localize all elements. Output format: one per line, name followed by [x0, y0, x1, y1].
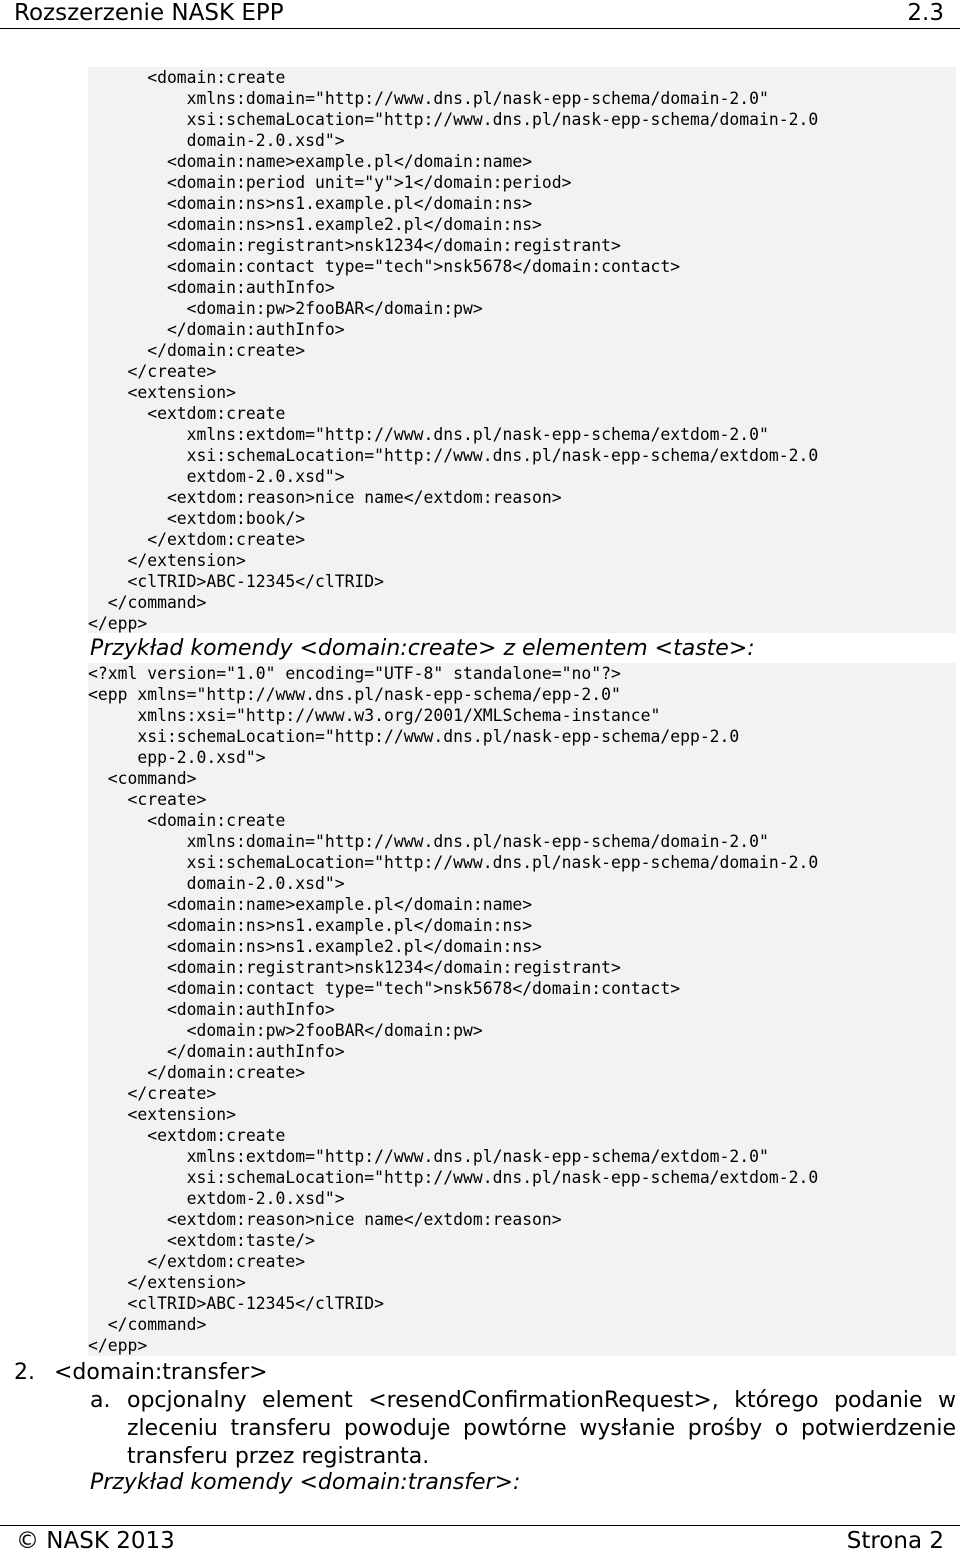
example-caption-taste: Przykład komendy <domain:create> z elementem <taste>: — [90, 636, 755, 661]
code-line: <domain:authInfo> — [88, 278, 335, 297]
code-line: xmlns:extdom="http://www.dns.pl/nask-epp-schema/extdom-2.0" — [88, 1147, 769, 1166]
page-number: Strona 2 — [846, 1528, 944, 1554]
code-line: <domain:contact type="tech">nsk5678</domain:contact> — [88, 979, 681, 998]
code-line: <extdom:create — [88, 404, 286, 423]
code-line: <domain:registrant>nsk1234</domain:registrant> — [88, 236, 621, 255]
code-line: <clTRID>ABC-12345</clTRID> — [88, 1294, 385, 1313]
code-line: <extdom:book/> — [88, 509, 306, 528]
code-line: </command> — [88, 1315, 207, 1334]
code-line: </extension> — [88, 1273, 246, 1292]
document-version: 2.3 — [907, 0, 944, 26]
code-line: <domain:create — [88, 811, 286, 830]
code-line: xsi:schemaLocation="http://www.dns.pl/nask-epp-schema/extdom-2.0 — [88, 446, 819, 465]
code-line: xsi:schemaLocation="http://www.dns.pl/nask-epp-schema/domain-2.0 — [88, 853, 819, 872]
code-line: <domain:contact type="tech">nsk5678</domain:contact> — [88, 257, 681, 276]
code-line: <extdom:reason>nice name</extdom:reason> — [88, 1210, 562, 1229]
code-line: <domain:authInfo> — [88, 1000, 335, 1019]
code-line: xmlns:extdom="http://www.dns.pl/nask-epp-schema/extdom-2.0" — [88, 425, 769, 444]
code-line: <domain:pw>2fooBAR</domain:pw> — [88, 1021, 483, 1040]
list-item-domain-transfer — [14, 1359, 268, 1387]
code-line: <clTRID>ABC-12345</clTRID> — [88, 572, 385, 591]
code-line: extdom-2.0.xsd"> — [88, 467, 345, 486]
list-number: 2. — [14, 1360, 35, 1385]
code-line: <?xml version="1.0" encoding="UTF-8" standalone="no"?> — [88, 664, 621, 683]
code-line: </domain:authInfo> — [88, 1042, 345, 1061]
code-line: </domain:authInfo> — [88, 320, 345, 339]
example-caption-transfer: Przykład komendy <domain:transfer>: — [90, 1470, 521, 1495]
code-line: xsi:schemaLocation="http://www.dns.pl/nask-epp-schema/extdom-2.0 — [88, 1168, 819, 1187]
page-header — [0, 0, 960, 29]
code-line: <extdom:reason>nice name</extdom:reason> — [88, 488, 562, 507]
code-line: <domain:name>example.pl</domain:name> — [88, 152, 533, 171]
document-title: Rozszerzenie NASK EPP — [14, 0, 284, 26]
code-line: <domain:period unit="y">1</domain:period> — [88, 173, 572, 192]
code-line: xmlns:xsi="http://www.w3.org/2001/XMLSchema-instance" — [88, 706, 661, 725]
code-line: <domain:pw>2fooBAR</domain:pw> — [88, 299, 483, 318]
code-line: <command> — [88, 769, 197, 788]
code-line: <domain:name>example.pl</domain:name> — [88, 895, 533, 914]
code-line: </domain:create> — [88, 341, 306, 360]
code-line: </extdom:create> — [88, 530, 306, 549]
code-line: </command> — [88, 593, 207, 612]
code-line: </extension> — [88, 551, 246, 570]
code-line: domain-2.0.xsd"> — [88, 131, 345, 150]
code-line: <domain:registrant>nsk1234</domain:registrant> — [88, 958, 621, 977]
code-line: </domain:create> — [88, 1063, 306, 1082]
code-line: <domain:ns>ns1.example2.pl</domain:ns> — [88, 937, 542, 956]
code-line: <epp xmlns="http://www.dns.pl/nask-epp-schema/epp-2.0" — [88, 685, 621, 704]
list-item-label: <domain:transfer> — [54, 1360, 268, 1385]
code-line: xmlns:domain="http://www.dns.pl/nask-epp-schema/domain-2.0" — [88, 832, 769, 851]
xml-code-block-domain-create — [88, 67, 956, 633]
code-line: xmlns:domain="http://www.dns.pl/nask-epp-schema/domain-2.0" — [88, 89, 769, 108]
xml-code-block-domain-create-taste — [88, 663, 956, 1356]
code-line: domain-2.0.xsd"> — [88, 874, 345, 893]
code-line: <domain:create — [88, 68, 286, 87]
code-line: xsi:schemaLocation="http://www.dns.pl/nask-epp-schema/domain-2.0 — [88, 110, 819, 129]
sublist-letter: a. — [90, 1388, 111, 1413]
code-line: <extdom:create — [88, 1126, 286, 1145]
page-footer — [0, 1525, 960, 1556]
sublist-item-text: opcjonalny element <resendConfirmationRequest>, którego podanie w zleceniu transferu powoduje powtórne wysłanie prośby o potwierdzenie transferu przez registranta. — [127, 1388, 956, 1469]
code-line: extdom-2.0.xsd"> — [88, 1189, 345, 1208]
code-line: </extdom:create> — [88, 1252, 306, 1271]
code-line: <extension> — [88, 1105, 237, 1124]
code-line: <domain:ns>ns1.example2.pl</domain:ns> — [88, 215, 542, 234]
code-line: </create> — [88, 1084, 217, 1103]
code-line: <domain:ns>ns1.example.pl</domain:ns> — [88, 194, 533, 213]
code-line: <extdom:taste/> — [88, 1231, 315, 1250]
code-line: </epp> — [88, 1336, 148, 1355]
code-line: xsi:schemaLocation="http://www.dns.pl/nask-epp-schema/epp-2.0 — [88, 727, 740, 746]
code-line: <extension> — [88, 383, 237, 402]
code-line: <create> — [88, 790, 207, 809]
code-line: </create> — [88, 362, 217, 381]
code-line: <domain:ns>ns1.example.pl</domain:ns> — [88, 916, 533, 935]
copyright-notice: © NASK 2013 — [16, 1528, 175, 1554]
code-line: </epp> — [88, 614, 148, 633]
code-line: epp-2.0.xsd"> — [88, 748, 266, 767]
sublist-item-resend-confirmation — [90, 1387, 956, 1471]
